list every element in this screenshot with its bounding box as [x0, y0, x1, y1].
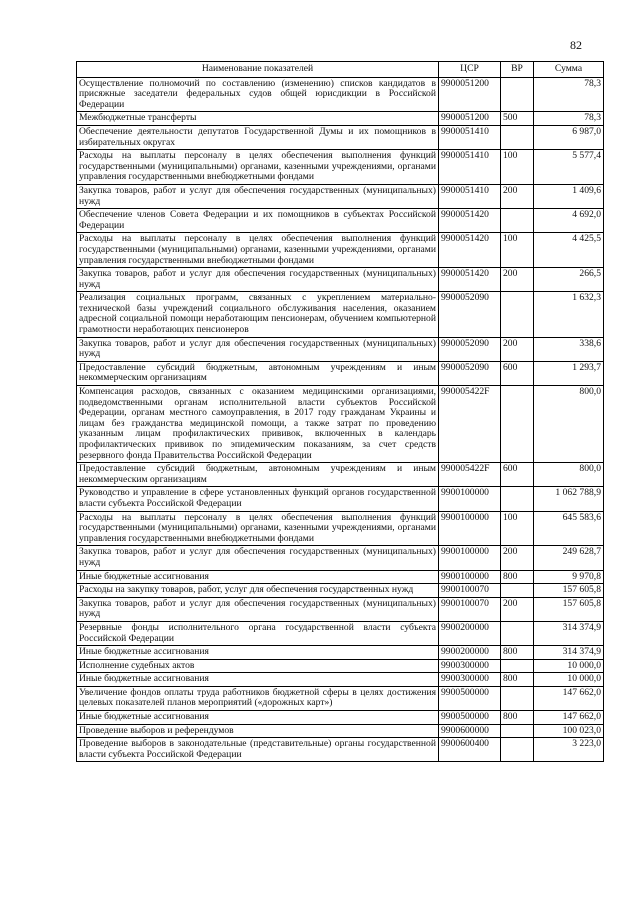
row-name: Осуществление полномочий по составлению (изменению) списков кандидатов в присяжные заседатели федеральных судов общей юрисдикции в Российской Федерации [77, 77, 439, 112]
table-row [77, 738, 604, 762]
row-sum: 100 023,0 [534, 724, 604, 738]
row-name: Иные бюджетные ассигнования [77, 673, 439, 687]
row-vr: 200 [501, 268, 534, 292]
row-vr [501, 738, 534, 762]
row-name: Расходы на выплаты персоналу в целях обеспечения выполнения функций государственными (муниципальными) органами, казенными учреждениями, органами управления государственными внебюджетными фондами [77, 233, 439, 268]
row-vr [501, 209, 534, 233]
row-name: Иные бюджетные ассигнования [77, 646, 439, 660]
table-row [77, 597, 604, 621]
row-name: Компенсация расходов, связанных с оказанием медицинскими организациями, подведомственными органам исполнительной власти субъектов Российской Федерации, органам местного самоуправления, в 2017 году гражданам Украины и лицам без гражданства медицинской помощи, а также затрат по проведению указанным лицам профилактических прививок, включенных в календарь профилактических прививок по эпидемическим показаниям, за счет средств резервного фонда Правительства Российской Федерации [77, 386, 439, 463]
table-body [77, 77, 604, 762]
table-row [77, 112, 604, 126]
row-csr: 9900052090 [439, 361, 501, 385]
row-sum: 10 000,0 [534, 659, 604, 673]
row-csr: 990005422F [439, 386, 501, 463]
row-sum: 1 409,6 [534, 184, 604, 208]
row-csr: 9900500000 [439, 686, 501, 710]
header-sum: Сумма [534, 62, 604, 78]
row-csr: 9900051420 [439, 233, 501, 268]
row-vr: 200 [501, 597, 534, 621]
table-row [77, 77, 604, 112]
table-row [77, 584, 604, 598]
row-name: Закупка товаров, работ и услуг для обеспечения государственных (муниципальных) нужд [77, 597, 439, 621]
table-row [77, 546, 604, 570]
row-csr: 9900051420 [439, 209, 501, 233]
row-name: Иные бюджетные ассигнования [77, 570, 439, 584]
row-sum: 1 632,3 [534, 292, 604, 337]
row-sum: 338,6 [534, 337, 604, 361]
row-sum: 9 970,8 [534, 570, 604, 584]
table-header-row [77, 62, 604, 78]
table-row [77, 268, 604, 292]
row-vr [501, 386, 534, 463]
row-vr: 200 [501, 184, 534, 208]
table-row [77, 150, 604, 185]
row-vr: 800 [501, 711, 534, 725]
row-name: Реализация социальных программ, связанных с укреплением материально-технической базы учреждений социального обслуживания населения, оказанием адресной социальной помощи неработающим пенсионерам, обучением компьютерной грамотности неработающих пенсионеров [77, 292, 439, 337]
table-row [77, 646, 604, 660]
table-row [77, 659, 604, 673]
row-sum: 4 425,5 [534, 233, 604, 268]
row-csr: 9900600000 [439, 724, 501, 738]
row-name: Проведение выборов в законодательные (представительные) органы государственной власти субъекта Российской Федерации [77, 738, 439, 762]
table-row [77, 233, 604, 268]
row-csr: 9900100000 [439, 487, 501, 511]
row-vr: 800 [501, 646, 534, 660]
row-vr [501, 724, 534, 738]
budget-table [76, 61, 604, 762]
table-row [77, 673, 604, 687]
row-csr: 9900051200 [439, 112, 501, 126]
row-name: Предоставление субсидий бюджетным, автономным учреждениям и иным некоммерческим организациям [77, 361, 439, 385]
row-name: Межбюджетные трансферты [77, 112, 439, 126]
row-sum: 157 605,8 [534, 597, 604, 621]
table-row [77, 621, 604, 645]
row-vr [501, 621, 534, 645]
row-sum: 1 293,7 [534, 361, 604, 385]
table-row [77, 125, 604, 149]
row-name: Предоставление субсидий бюджетным, автономным учреждениям и иным некоммерческим организациям [77, 463, 439, 487]
row-vr [501, 686, 534, 710]
table-row [77, 724, 604, 738]
row-sum: 4 692,0 [534, 209, 604, 233]
row-vr: 500 [501, 112, 534, 126]
row-sum: 147 662,0 [534, 711, 604, 725]
row-csr: 9900200000 [439, 621, 501, 645]
row-name: Увеличение фондов оплаты труда работников бюджетной сферы в целях достижения целевых показателей планов мероприятий («дорожных карт») [77, 686, 439, 710]
row-vr: 800 [501, 570, 534, 584]
header-csr: ЦСР [439, 62, 501, 78]
table-row [77, 487, 604, 511]
table-row [77, 337, 604, 361]
row-vr [501, 659, 534, 673]
table-row [77, 686, 604, 710]
row-vr [501, 584, 534, 598]
row-csr: 9900051410 [439, 125, 501, 149]
row-sum: 800,0 [534, 463, 604, 487]
row-sum: 5 577,4 [534, 150, 604, 185]
row-csr: 9900500000 [439, 711, 501, 725]
table-row [77, 711, 604, 725]
row-vr: 200 [501, 546, 534, 570]
row-vr: 600 [501, 463, 534, 487]
row-csr: 9900051420 [439, 268, 501, 292]
row-sum: 314 374,9 [534, 621, 604, 645]
row-csr: 9900051410 [439, 150, 501, 185]
row-csr: 9900100070 [439, 584, 501, 598]
row-csr: 990005422F [439, 463, 501, 487]
row-name: Закупка товаров, работ и услуг для обеспечения государственных (муниципальных) нужд [77, 184, 439, 208]
row-name: Закупка товаров, работ и услуг для обеспечения государственных (муниципальных) нужд [77, 268, 439, 292]
table-row [77, 292, 604, 337]
row-sum: 3 223,0 [534, 738, 604, 762]
row-name: Резервные фонды исполнительного органа государственной власти субъекта Российской Федерации [77, 621, 439, 645]
row-name: Руководство и управление в сфере установленных функций органов государственной власти субъекта Российской Федерации [77, 487, 439, 511]
row-csr: 9900051410 [439, 184, 501, 208]
row-csr: 9900100070 [439, 597, 501, 621]
table-row [77, 386, 604, 463]
row-csr: 9900300000 [439, 673, 501, 687]
row-sum: 157 605,8 [534, 584, 604, 598]
row-vr: 100 [501, 511, 534, 546]
row-csr: 9900100000 [439, 546, 501, 570]
row-csr: 9900200000 [439, 646, 501, 660]
row-sum: 314 374,9 [534, 646, 604, 660]
row-name: Иные бюджетные ассигнования [77, 711, 439, 725]
row-sum: 78,3 [534, 77, 604, 112]
table-row [77, 511, 604, 546]
row-sum: 10 000,0 [534, 673, 604, 687]
row-csr: 9900052090 [439, 337, 501, 361]
row-sum: 800,0 [534, 386, 604, 463]
table-row [77, 361, 604, 385]
row-vr: 200 [501, 337, 534, 361]
row-csr: 9900100000 [439, 511, 501, 546]
row-sum: 147 662,0 [534, 686, 604, 710]
row-name: Обеспечение членов Совета Федерации и их помощников в субъектах Российской Федерации [77, 209, 439, 233]
row-name: Обеспечение деятельности депутатов Государственной Думы и их помощников в избирательных округах [77, 125, 439, 149]
table-row [77, 570, 604, 584]
row-sum: 249 628,7 [534, 546, 604, 570]
row-sum: 6 987,0 [534, 125, 604, 149]
row-sum: 266,5 [534, 268, 604, 292]
row-vr [501, 487, 534, 511]
row-name: Исполнение судебных актов [77, 659, 439, 673]
row-vr [501, 125, 534, 149]
row-csr: 9900051200 [439, 77, 501, 112]
row-vr [501, 77, 534, 112]
row-csr: 9900052090 [439, 292, 501, 337]
row-name: Закупка товаров, работ и услуг для обеспечения государственных (муниципальных) нужд [77, 337, 439, 361]
table-row [77, 209, 604, 233]
table-row [77, 184, 604, 208]
row-name: Расходы на выплаты персоналу в целях обеспечения выполнения функций государственными (муниципальными) органами, казенными учреждениями, органами управления государственными внебюджетными фондами [77, 511, 439, 546]
header-vr: ВР [501, 62, 534, 78]
row-vr: 600 [501, 361, 534, 385]
row-name: Расходы на выплаты персоналу в целях обеспечения выполнения функций государственными (муниципальными) органами, казенными учреждениями, органами управления государственными внебюджетными фондами [77, 150, 439, 185]
row-vr: 100 [501, 233, 534, 268]
row-vr: 100 [501, 150, 534, 185]
row-sum: 78,3 [534, 112, 604, 126]
row-name: Проведение выборов и референдумов [77, 724, 439, 738]
row-vr [501, 292, 534, 337]
row-csr: 9900100000 [439, 570, 501, 584]
page-number: 82 [570, 38, 582, 52]
header-name: Наименование показателей [77, 62, 439, 78]
row-name: Закупка товаров, работ и услуг для обеспечения государственных (муниципальных) нужд [77, 546, 439, 570]
row-csr: 9900600400 [439, 738, 501, 762]
row-sum: 1 062 788,9 [534, 487, 604, 511]
row-sum: 645 583,6 [534, 511, 604, 546]
row-vr: 800 [501, 673, 534, 687]
row-csr: 9900300000 [439, 659, 501, 673]
row-name: Расходы на закупку товаров, работ, услуг для обеспечения государственных нужд [77, 584, 439, 598]
table-row [77, 463, 604, 487]
